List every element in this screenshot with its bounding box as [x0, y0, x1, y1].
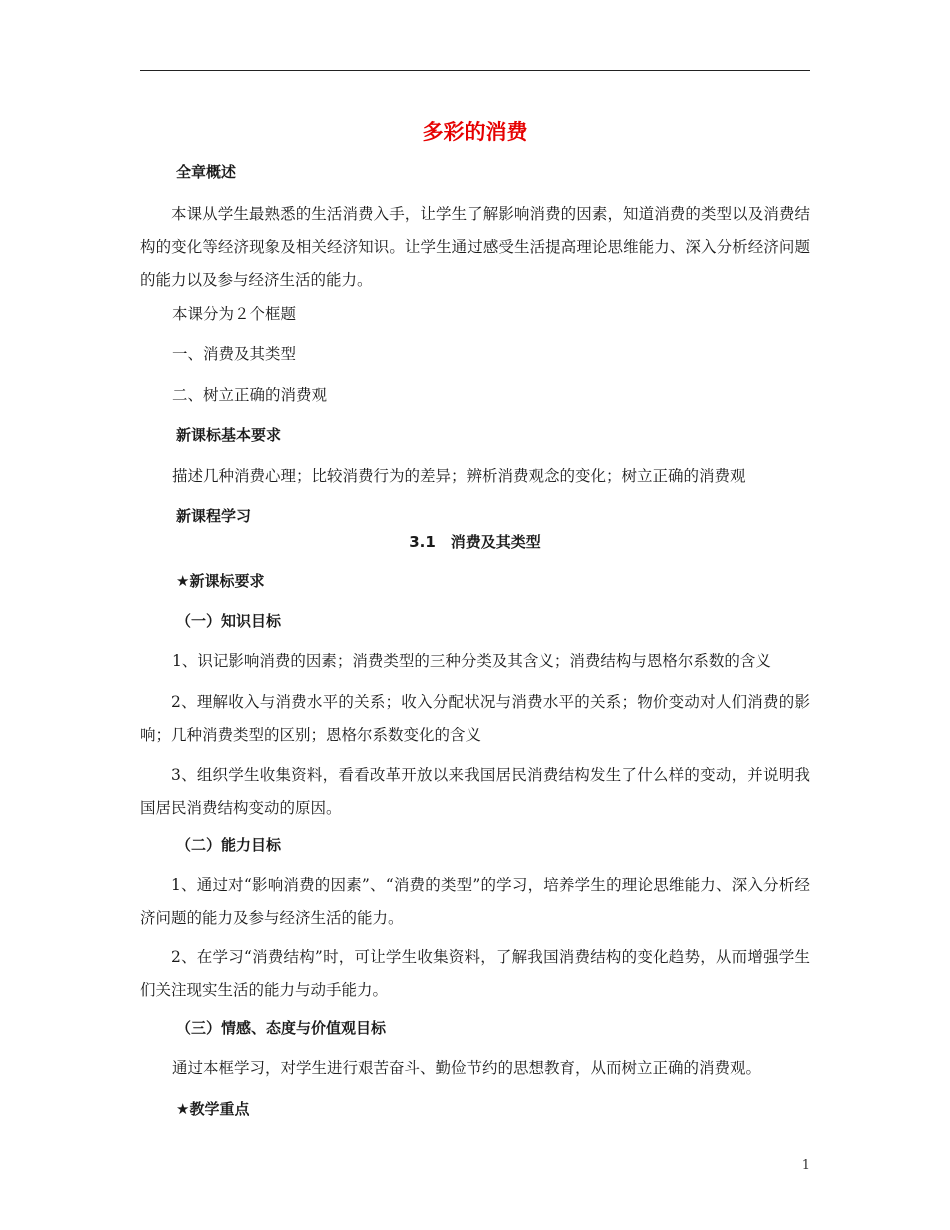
study-heading: 新课程学习	[176, 507, 252, 525]
overview-paragraph: 本课从学生最熟悉的生活消费入手，让学生了解影响消费的因素，知道消费的类型以及消费结构的变化等经济现象及相关经济知识。让学生通过感受生活提高理论思维能力、深入分析经济问题的能力以及参与经济生活的能力。	[140, 205, 810, 289]
document-title: 多彩的消费	[422, 120, 528, 144]
knowledge-item-3: 3、组织学生收集资料，看看改革开放以来我国居民消费结构发生了什么样的变动，并说明我国居民消费结构变动的原因。	[140, 766, 810, 817]
knowledge-goals-heading: （一）知识目标	[176, 612, 282, 630]
requirements-heading: 新课标基本要求	[176, 426, 282, 444]
emotion-item-1: 通过本框学习，对学生进行艰苦奋斗、勤俭节约的思想教育，从而树立正确的消费观。	[172, 1059, 762, 1077]
list-item-1: 一、消费及其类型	[172, 345, 297, 363]
star-requirements: ★新课标要求	[176, 572, 265, 590]
ability-item-2: 2、在学习“消费结构”时，可让学生收集资料，了解我国消费结构的变化趋势，从而增强学生们关注现实生活的能力与动手能力。	[140, 948, 810, 999]
emotion-goals-heading: （三）情感、态度与价值观目标	[176, 1019, 387, 1037]
requirements-text: 描述几种消费心理；比较消费行为的差异；辨析消费观念的变化；树立正确的消费观	[172, 467, 746, 485]
knowledge-item-1: 1、识记影响消费的因素；消费类型的三种分类及其含义；消费结构与恩格尔系数的含义	[172, 652, 771, 670]
list-item-2: 二、树立正确的消费观	[172, 386, 328, 404]
knowledge-item-2: 2、理解收入与消费水平的关系；收入分配状况与消费水平的关系；物价变动对人们消费的影响；几种消费类型的区别；恩格尔系数变化的含义	[140, 693, 810, 744]
page-number: 1	[801, 1158, 810, 1173]
split-intro: 本课分为２个框题	[172, 305, 297, 323]
ability-goals-heading: （二）能力目标	[176, 836, 282, 854]
subsection-title: 3.1 消费及其类型	[409, 533, 541, 551]
teaching-focus-heading: ★教学重点	[176, 1100, 250, 1118]
header-rule	[140, 70, 810, 71]
ability-item-1: 1、通过对“影响消费的因素”、“消费的类型”的学习，培养学生的理论思维能力、深入分析经济问题的能力及参与经济生活的能力。	[140, 876, 810, 927]
overview-heading: 全章概述	[176, 163, 237, 181]
